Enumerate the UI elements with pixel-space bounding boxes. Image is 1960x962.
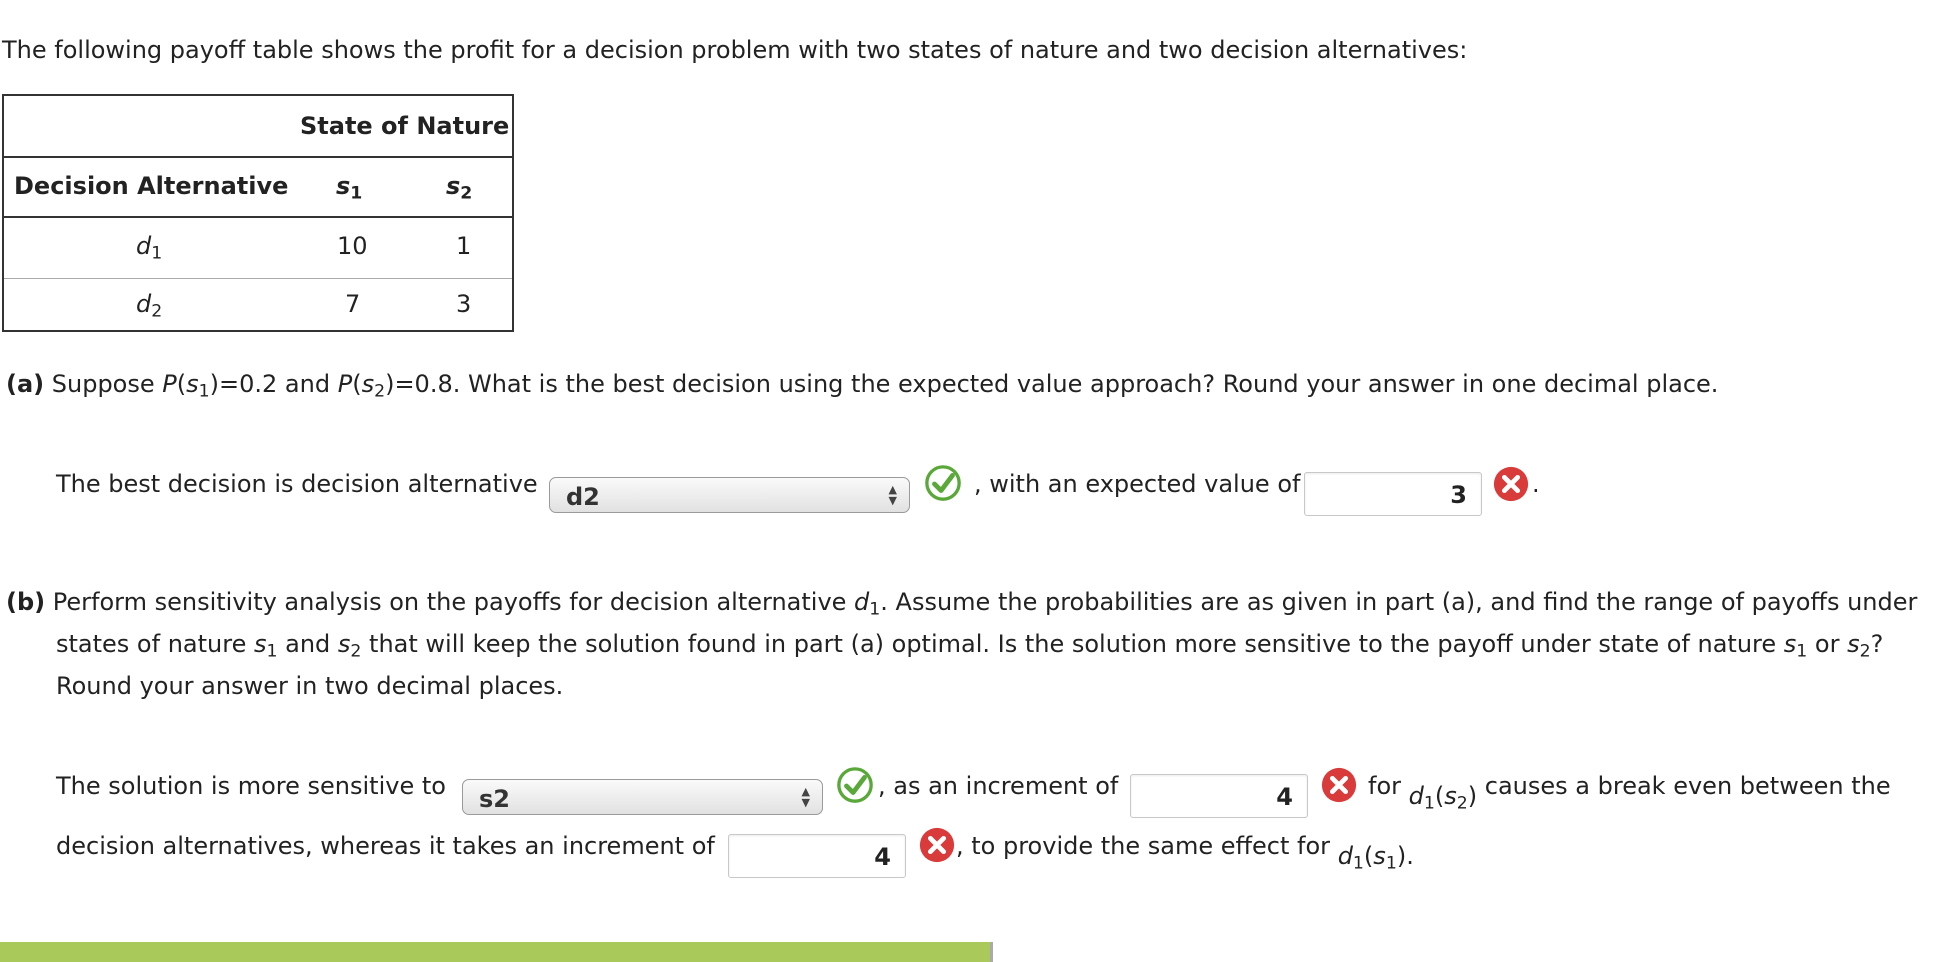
bottom-bar (0, 942, 993, 962)
state-of-nature-header: State of Nature (300, 112, 510, 140)
increment-s2-input[interactable]: 4 (1130, 774, 1308, 818)
part-b-line2-prefix: decision alternatives, whereas it takes an increment of (56, 832, 715, 860)
part-b-answer-prefix: The solution is more sensitive to (56, 772, 446, 800)
incorrect-x-icon (1320, 766, 1358, 804)
part-b-question-line2: states of nature $s_1$ and $s_2$ that will keep the solution found in part (a) optimal. Is the solution more sensitive to the payoff under state of nature $s_1$ or $s_2$? (56, 630, 1884, 662)
select-arrows-icon: ▲ ▼ (801, 785, 810, 809)
cell-d2-s2: 3 (456, 290, 472, 318)
row-label-d1: $d_1$ (136, 232, 163, 264)
intro-text: The following payoff table shows the profit for a decision problem with two states of nature and two decision alternatives: (2, 36, 1468, 64)
increment-s1-input[interactable]: 4 (728, 834, 906, 878)
row-label-d2: $d_2$ (136, 290, 163, 322)
decision-alternative-header: Decision Alternative (14, 172, 289, 200)
decision-select-value: d2 (566, 483, 600, 511)
for-text-1: for $d_1(s_2)$ causes a break even between the (1368, 772, 1891, 814)
payoff-table (2, 94, 514, 332)
sensitivity-select[interactable] (462, 779, 823, 815)
part-b-question-line3: Round your answer in two decimal places. (56, 672, 564, 700)
incorrect-x-icon (1492, 465, 1530, 503)
part-a-mid-text: , with an expected value of (974, 470, 1301, 498)
sensitivity-select-value: s2 (479, 785, 510, 813)
same-effect-text: , to provide the same effect for $d_1(s_1)$. (956, 832, 1414, 874)
expected-value-input[interactable]: 3 (1304, 472, 1482, 516)
col-header-s1: $s_1$ (336, 172, 363, 204)
incorrect-x-icon (918, 826, 956, 864)
select-arrows-icon: ▲ ▼ (888, 483, 897, 507)
part-a-end-period: . (1532, 470, 1540, 498)
decision-select[interactable] (549, 477, 910, 513)
cell-d2-s1: 7 (345, 290, 361, 318)
part-a-question: (a) Suppose $P(s_1)=0.2$ and $P(s_2)=0.8$. What is the best decision using the expected value approach? Round your answer in one decimal place. (6, 370, 1719, 402)
cell-d1-s2: 1 (456, 232, 472, 260)
part-a-answer-prefix: The best decision is decision alternative (56, 470, 538, 498)
correct-check-icon (924, 464, 962, 502)
correct-check-icon (836, 766, 874, 804)
cell-d1-s1: 10 (337, 232, 368, 260)
increment-text: , as an increment of (878, 772, 1119, 800)
col-header-s2: $s_2$ (446, 172, 473, 204)
part-b-question-line1: (b) Perform sensitivity analysis on the payoffs for decision alternative $d_1$. Assume the probabilities are as given in part (a), and find the range of payoffs under (6, 588, 1918, 620)
